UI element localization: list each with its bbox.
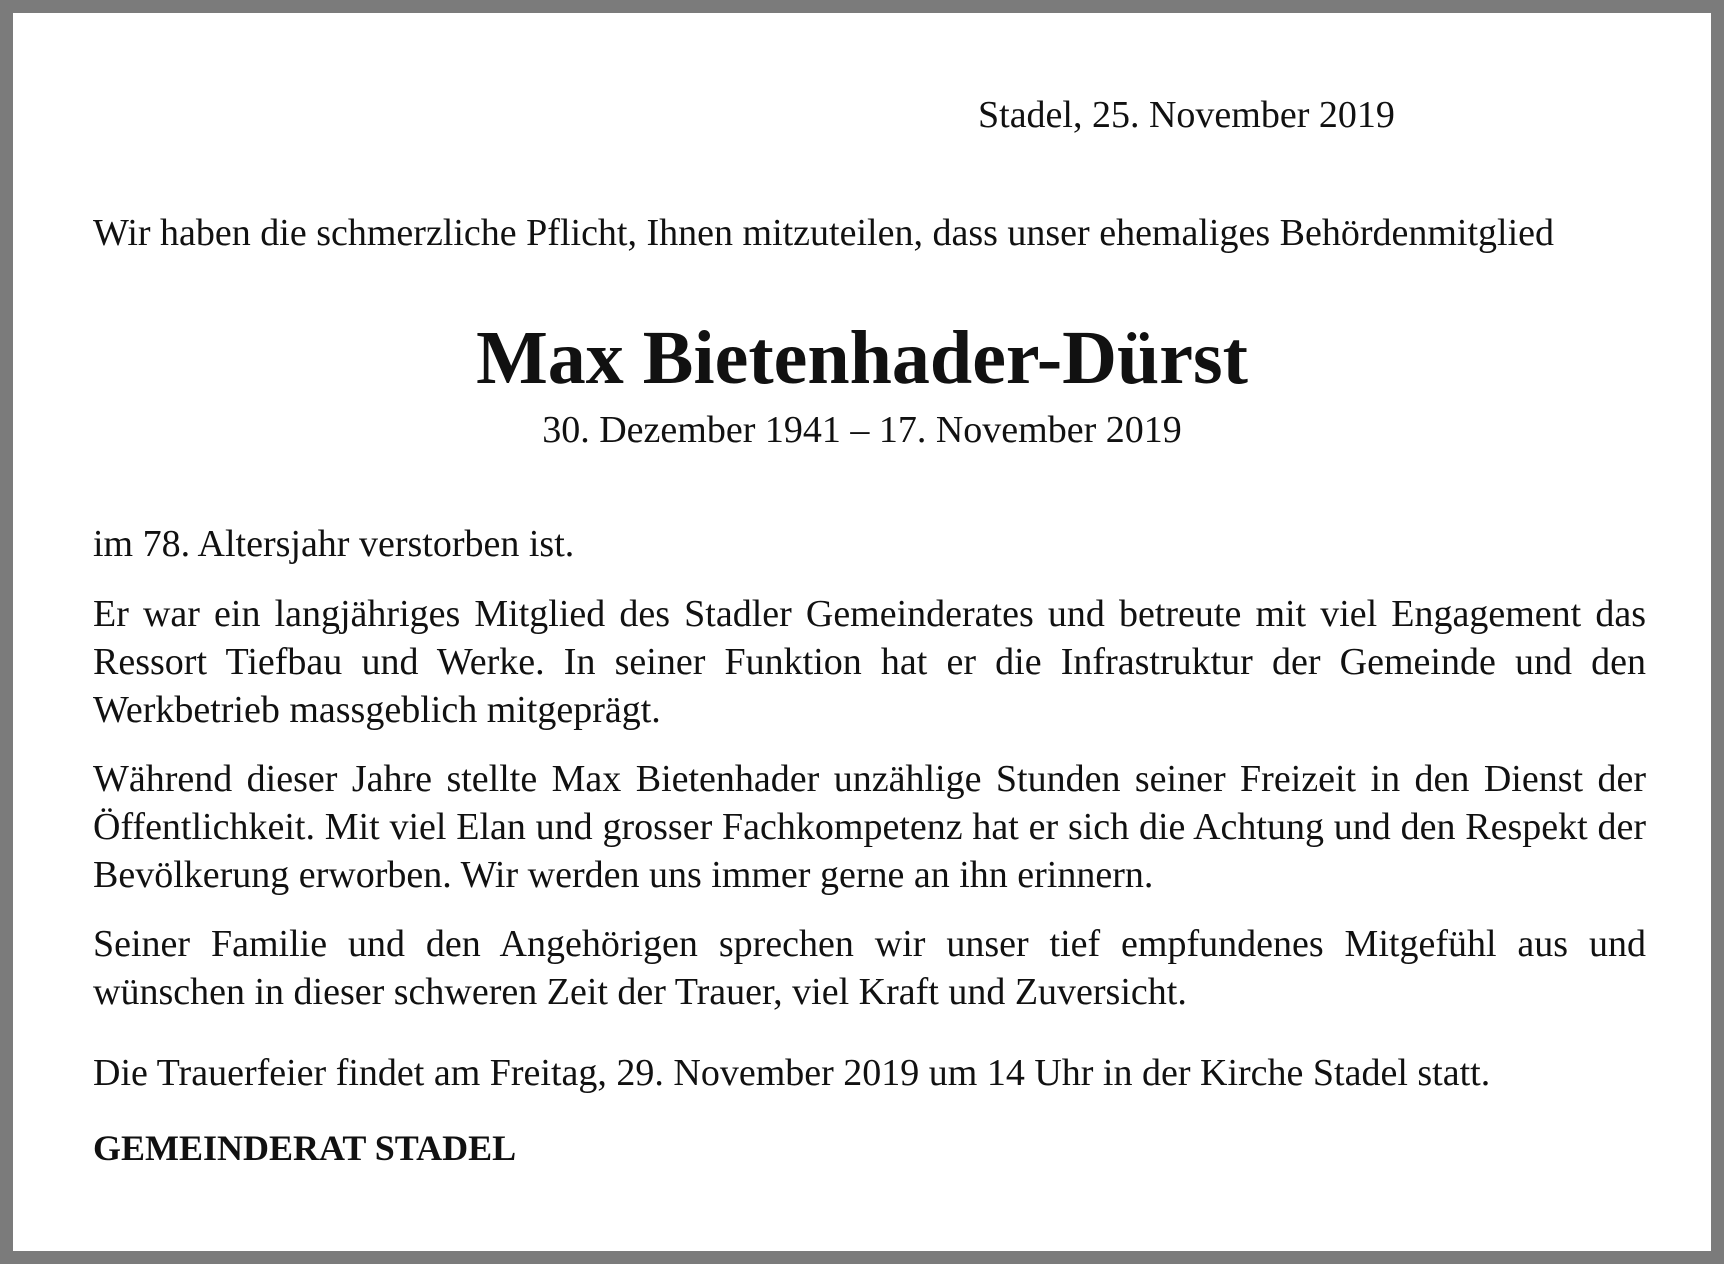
lifespan-dates: 30. Dezember 1941 – 17. November 2019 bbox=[542, 409, 1182, 451]
obituary-notice bbox=[13, 13, 1711, 1251]
funeral-ceremony-info: Die Trauerfeier findet am Freitag, 29. November 2019 um 14 Uhr in der Kirche Stadel statt. bbox=[93, 1052, 1491, 1094]
paragraph-condolences: Seiner Familie und den Angehörigen sprechen wir unser tief empfundenes Mitgefühl aus und wünschen in dieser schweren Zeit der Trauer, viel Kraft und Zuversicht. bbox=[93, 923, 1646, 1013]
intro-text: Wir haben die schmerzliche Pflicht, Ihnen mitzuteilen, dass unser ehemaliges Behördenmitglied bbox=[93, 212, 1555, 254]
signature: GEMEINDERAT STADEL bbox=[93, 1128, 517, 1168]
paragraph-service: Während dieser Jahre stellte Max Bietenhader unzählige Stunden seiner Freizeit in den Dienst der Öffentlichkeit. Mit viel Elan und grosser Fachkompetenz hat er sich die Achtung und den Respekt der Bevölkerung erworben. Wir werden uns immer gerne an ihn erinnern. bbox=[93, 758, 1646, 896]
place-date: Stadel, 25. November 2019 bbox=[978, 94, 1395, 136]
paragraph-council-member: Er war ein langjähriges Mitglied des Stadler Gemeinderates und betreute mit viel Engagement das Ressort Tiefbau und Werke. In seiner Funktion hat er die Infrastruktur der Gemeinde und den Werkbetrieb massgeblich mitgeprägt. bbox=[93, 593, 1646, 731]
notice-body bbox=[93, 520, 1646, 1037]
paragraph-age: im 78. Altersjahr verstorben ist. bbox=[93, 523, 575, 565]
deceased-name: Max Bietenhader-Dürst bbox=[476, 316, 1248, 400]
